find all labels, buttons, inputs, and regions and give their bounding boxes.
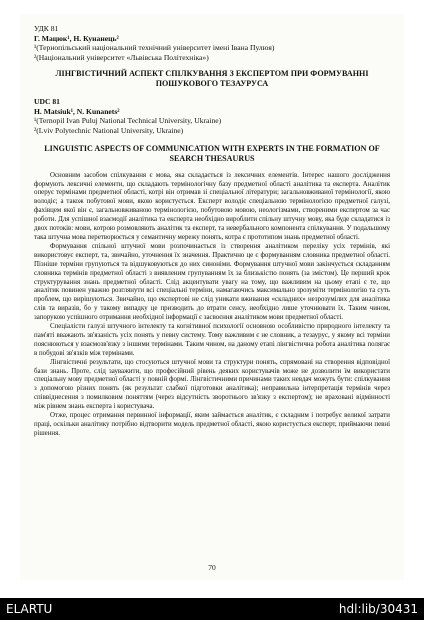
affiliation-en-2: ²(Lviv Polytechnic National University, Ukraine) — [34, 125, 184, 135]
paragraph: Спеціалісти галузі штучного інтелекту та когнітивної психології основною особливістю природного інтелекту та пам'яті вважають зв'язаність усіх понять у певну систему. Тому важливим є не словник, а тезаурус, у якому всі терміни пояснюються у взаємозв'язку з іншими термінами. Таким чином, на даному етапі лінгвістична робота аналітика полягає в побудові зв'язків між термінами. — [34, 323, 390, 357]
repository-label: ELARTU — [6, 602, 53, 616]
title-en: LINGUISTIC ASPECTS OF COMMUNICATION WITH EXPERTS IN THE FORMATION OF SEARCH THESAURUS — [44, 143, 380, 163]
udc-en: UDC 81 — [34, 96, 60, 106]
article-content — [34, 24, 390, 439]
handle-label: hdl:lib/30431 — [338, 602, 418, 616]
udc-ua: УДК 81 — [34, 24, 59, 33]
paragraph: Отже, процес отримання первинної інформації, яким займається аналітик, є складним і потребує великої затрати праці, оскільки аналітику потрібно відтворити модель предметної області, якою користується експерт, приймаючи певні рішення. — [34, 412, 390, 437]
paragraph: Формування спільної штучної мови розпочинається із створення аналітиком переліку усіх термінів, які використовує експерт, та, звичайно, уточнення їх значення. Практично це є формуванням словника предметної області. Пізніше терміни групуються та відшуковуються до них синоніми. Формування штучної мови закінчується складанням словника термінів предметної області з виявленим групуванням їх за близькістю понять (за змістом). Це перший крок структурування знань предметної області. Слід акцентувати увагу на тому, що важливим на цьому етапі є те, що аналітик повинен уважно розглянути всі спеціальні терміни, намагаючись максимально зрозуміти термінологію та суть проблем, що вирішуються. Звичайно, що експертові не слід уникати вживання «складних» незрозумілих для аналітика слів та виразів, бо у такому випадку це призводить до втрати сенсу, необхідно лише уточнювати їх. Таким чином, запорукою успішного отримання необхідної інформації є засвоєння аналітиком мови предметної області. — [34, 242, 390, 322]
title-ua: ЛІНГВІСТИЧНИЙ АСПЕКТ СПІЛКУВАННЯ З ЕКСПЕРТОМ ПРИ ФОРМУВАННІ ПОШУКОВОГО ТЕЗАУРУСА — [55, 68, 369, 88]
authors-en: H. Matsiuk¹, N. Kunanets² — [34, 106, 120, 116]
affiliation-en-1: ¹(Ternopil Ivan Puluj National Technical University, Ukraine) — [34, 116, 222, 126]
page-number: 70 — [208, 563, 216, 572]
affiliation-ua-1: ¹(Тернопільський національний технічний університет імені Івана Пулюя) — [34, 43, 275, 53]
paragraph: Основним засобом спілкування є мова, яка складається із лексичних елементів. Інтерес нашого дослідження формують лексичні елементи, що складають термінологічну базу предметної області аналітика та експерта. Аналітик оперує термінами предметної області, котрі він отримав зі спеціальної літератури; загальновживаної термінології, якою володіє; а також побутової мови, якою користується. Експерт володіє спеціальною термінологією предметної галузі, фахівцем якої він є, загальновживаною термінологією, побутовою мовою, неологізмами, створеними експертом за час роботи. Для успішної взаємодії аналітика та експерта необхідно вироблити спільну штучну мову, яка буде складатися із двох потоків: мови, котрою розмовляють аналітик та експерт, та невербального компонента спілкування. У подальшому така штучна мова перетворюється у семантичну мережу понять, котра є прототипом знань предметної області. — [34, 171, 390, 241]
affiliation-ua-2: ²(Національний університет «Львівська Політехніка») — [34, 53, 209, 63]
article-body — [34, 172, 390, 439]
authors-ua: Г. Мацюк¹, Н. Кунанець² — [34, 33, 119, 43]
paragraph: Лінгвістичні результати, що стосуються штучної мови та структури понять, спрямовані на створення відповідної бази знань. Проте, слід зауважити, що професійний рівень деяких користувачів може не дозволити їм використати спеціальну мову предметної області у повній формі. Лінгвістичними причинами таких невдач можуть бути: спілкування з допомогою різних понять (як результат слабкої підготовки аналітика); неправильна інтерпретація термінів через співвіднесення з помилковим поняттям (через відсутність зворотнього зв'язку з експертом); не враховані відмінності між рівнем знань експерта і користувача. — [34, 358, 390, 411]
footer-bar — [0, 598, 424, 620]
